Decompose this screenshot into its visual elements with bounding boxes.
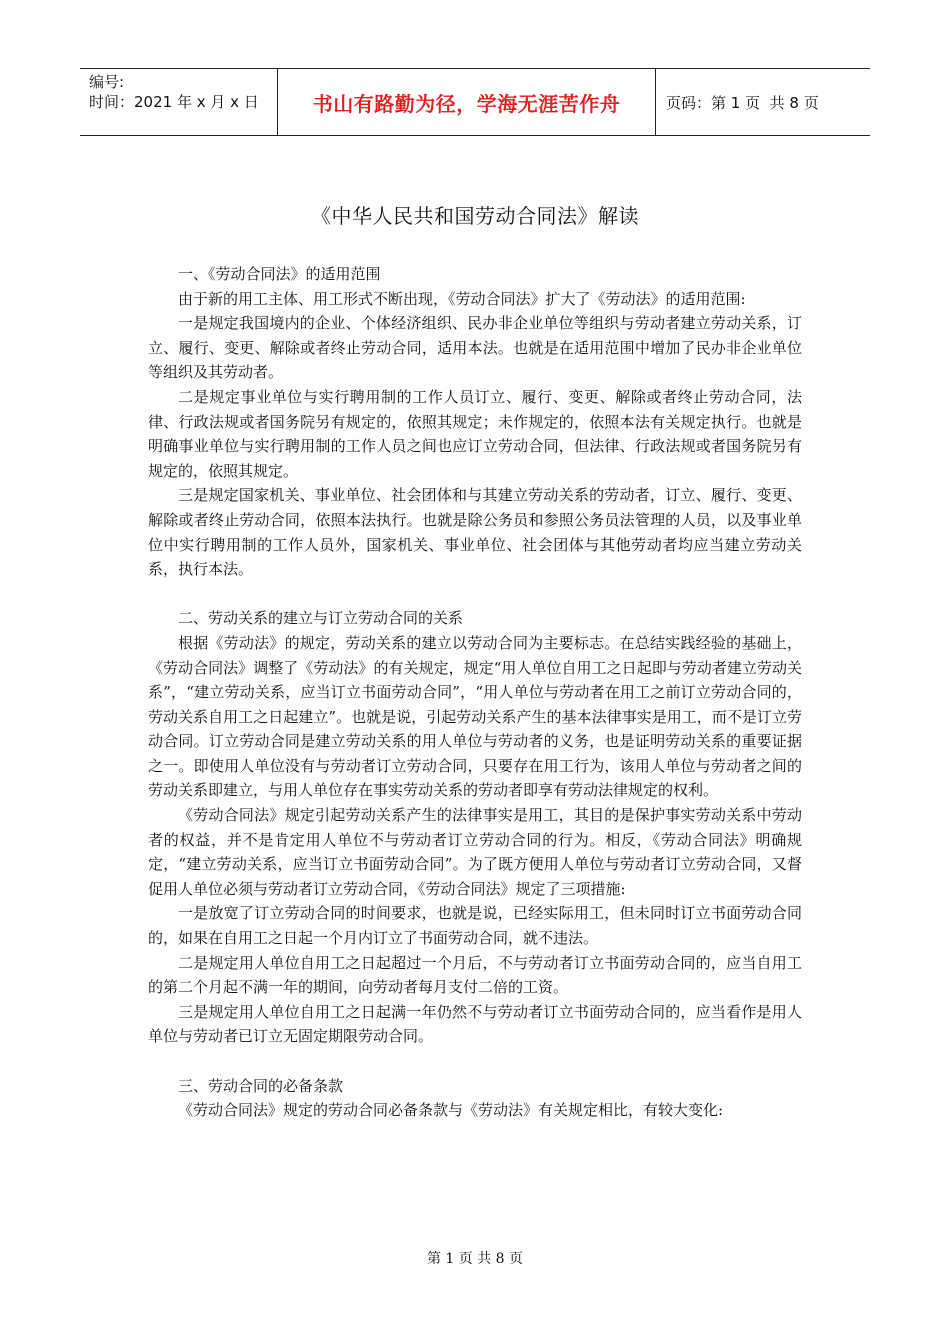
- paragraph: 二是规定用人单位自用工之日起超过一个月后，不与劳动者订立书面劳动合同的，应当自用工的第二个月起不满一年的期间，向劳动者每月支付二倍的工资。: [148, 953, 802, 997]
- paragraph: 二是规定事业单位与实行聘用制的工作人员订立、履行、变更、解除或者终止劳动合同，法律、行政法规或者国务院另有规定的，依照其规定；未作规定的，依照本法有关规定执行。也就是明确事业单位与实行聘用制的工作人员之间也应订立劳动合同，但法律、行政法规或者国务院另有规定的，依照其规定。: [148, 387, 802, 480]
- header-motto: 书山有路勤为径，学海无涯苦作舟: [278, 69, 656, 135]
- page-footer: 第 1 页 共 8 页: [426, 1251, 524, 1267]
- section-heading-1: 一、《劳动合同法》的适用范围: [178, 265, 381, 283]
- paragraph: 一是放宽了订立劳动合同的时间要求，也就是说，已经实际用工，但未同时订立书面劳动合同的，如果在自用工之日起一个月内订立了书面劳动合同，就不违法。: [148, 904, 802, 948]
- section-heading-2: 二、劳动关系的建立与订立劳动合同的关系: [178, 609, 464, 628]
- paragraph: 三是规定用人单位自用工之日起满一年仍然不与劳动者订立书面劳动合同的，应当看作是用人单位与劳动者已订立无固定期限劳动合同。: [148, 1002, 802, 1046]
- paragraph: 《劳动合同法》规定引起劳动关系产生的法律事实是用工，其目的是保护事实劳动关系中劳动者的权益，并不是肯定用人单位不与劳动者订立劳动合同的行为。相反，《劳动合同法》明确规定，“建立劳动关系，应当订立书面劳动合同”。为了既方便用人单位与劳动者订立劳动合同，又督促用人单位必须与劳动者订立劳动合同，《劳动合同法》规定了三项措施:: [148, 806, 802, 898]
- document-body: [148, 262, 802, 1123]
- paragraph: 《劳动合同法》规定的劳动合同必备条款与《劳动法》有关规定相比，有较大变化:: [178, 1101, 724, 1120]
- document-number-label: 编号:: [89, 73, 125, 91]
- paragraph: 根据《劳动法》的规定，劳动关系的建立以劳动合同为主要标志。在总结实践经验的基础上，《劳动合同法》调整了《劳动法》的有关规定，规定“用人单位自用工之日起即与劳动者建立劳动关系”，“建立劳动关系，应当订立书面劳动合同”，“用人单位与劳动者在用工之前订立劳动合同的，劳动关系自用工之日起建立”。也就是说，引起劳动关系产生的基本法律事实是用工，而不是订立劳动合同。订立劳动合同是建立劳动关系的用人单位与劳动者的义务，也是证明劳动关系的重要证据之一。即使用人单位没有与劳动者订立劳动合同，只要存在用工行为，该用人单位与劳动者之间的劳动关系即建立，与用人单位存在事实劳动关系的劳动者即享有劳动法律规定的权利。: [148, 633, 802, 800]
- document-title: 《中华人民共和国劳动合同法》解读: [311, 204, 639, 228]
- header-page-code: 页码：第 1 页 共 8 页: [666, 93, 819, 112]
- header-table: [80, 68, 870, 136]
- paragraph: 一是规定我国境内的企业、个体经济组织、民办非企业单位等组织与劳动者建立劳动关系，订立、履行、变更、解除或者终止劳动合同，适用本法。也就是在适用范围中增加了民办非企业单位等组织及其劳动者。: [148, 314, 802, 382]
- section-heading-3: 三、劳动合同的必备条款: [178, 1076, 344, 1095]
- paragraph: 三是规定国家机关、事业单位、社会团体和与其建立劳动关系的劳动者，订立、履行、变更、解除或者终止劳动合同，依照本法执行。也就是除公务员和参照公务员法管理的人员，以及事业单位中实行聘用制的工作人员外，国家机关、事业单位、社会团体与其他劳动者均应当建立劳动关系，执行本法。: [148, 486, 802, 579]
- document-time-label: 时间：2021 年 x 月 x 日: [89, 93, 259, 111]
- header-meta-cell: [80, 69, 278, 135]
- paragraph: 由于新的用工主体、用工形式不断出现，《劳动合同法》扩大了《劳动法》的适用范围:: [178, 289, 746, 308]
- header-page-code-cell: [656, 69, 870, 135]
